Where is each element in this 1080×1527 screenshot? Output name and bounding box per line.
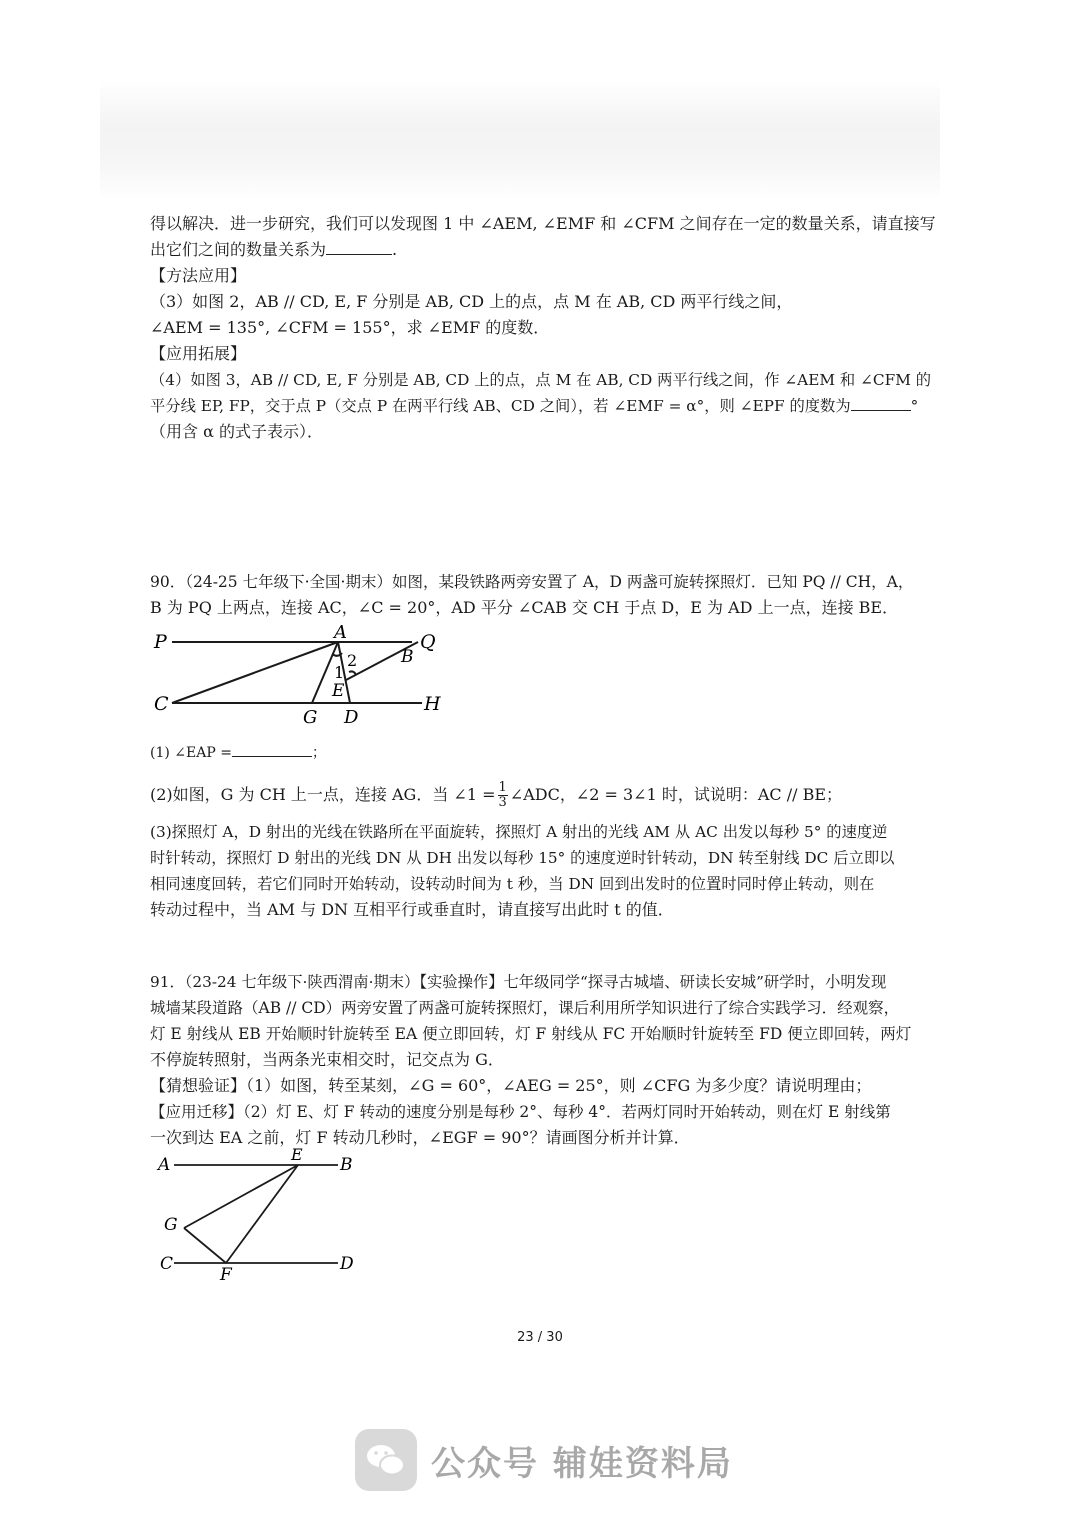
p90-q2	[150, 780, 842, 810]
segment-GF	[184, 1228, 226, 1263]
p91-line2: 城墙某段道路（AB // CD）两旁安置了两盏可旋转探照灯，课后利用所学知识进行了综合实践学习．经观察，	[150, 999, 900, 1017]
fraction-one-third	[498, 781, 508, 810]
watermark-text: 公众号 辅娃资料局	[431, 1443, 733, 1484]
scan-shadow	[100, 80, 940, 200]
fraction-numerator: 1	[498, 780, 507, 795]
page-number: 23 / 30	[517, 1330, 563, 1345]
answer-blank	[851, 396, 911, 411]
p90-line1: 90．（24-25 七年级下·全国·期末）如图，某段铁路两旁安置了 A，D 两盏可旋转探照灯．已知 PQ // CH，A，	[150, 573, 914, 591]
wechat-icon	[355, 1429, 417, 1491]
p90-q3-line4: 转动过程中，当 AM 与 DN 互相平行或垂直时，请直接写出此时 t 的值．	[150, 900, 674, 919]
label-H: H	[424, 693, 441, 715]
angle-2-arc	[349, 671, 356, 675]
label-angle-1: 1	[334, 663, 345, 682]
p91-line4: 不停旋转照射，当两条光束相交时，记交点为 G．	[150, 1050, 504, 1069]
label-G: G	[303, 707, 318, 728]
p90-q1	[150, 742, 326, 763]
watermark	[355, 1430, 733, 1490]
label-B: B	[340, 1155, 353, 1175]
heading-extension: 【应用拓展】	[150, 344, 247, 363]
p90-q2-post: ∠ADC，∠2 = 3∠1 时，试说明：AC // BE；	[509, 785, 843, 804]
p90-q3-line3: 相同速度回转，若它们同时开始转动，设转动时间为 t 秒，当 DN 回到出发时的位置时同时停止转动，则在	[150, 875, 875, 893]
label-A: A	[334, 622, 347, 643]
p89-q4-line3: （用含 α 的式子表示）．	[150, 422, 323, 441]
heading-method: 【方法应用】	[150, 266, 247, 285]
p90-q3-line1: (3)探照灯 A，D 射出的光线在铁路所在平面旋转，探照灯 A 射出的光线 AM 从 AC 出发以每秒 5° 的速度逆	[150, 823, 888, 841]
label-D: D	[344, 707, 359, 728]
label-D: D	[340, 1254, 354, 1274]
label-Q: Q	[420, 631, 436, 653]
p90-line2: B 为 PQ 上两点，连接 AC，∠C = 20°，AD 平分 ∠CAB 交 CH 于点 D，E 为 AD 上一点，连接 BE．	[150, 598, 899, 617]
p91-figure	[150, 1148, 370, 1288]
p89-line2-end: .	[392, 240, 398, 259]
label-E: E	[332, 681, 345, 701]
label-C: C	[154, 693, 169, 715]
segment-AC	[172, 642, 338, 703]
label-E: E	[291, 1148, 303, 1164]
segment-EG	[184, 1165, 298, 1228]
p89-line2-text: 出它们之间的数量关系为	[150, 240, 327, 259]
answer-blank	[326, 240, 392, 255]
p90-q3-line2: 时针转动，探照灯 D 射出的光线 DN 从 DH 出发以每秒 15° 的速度逆时针转动，DN 转至射线 DC 后立即以	[150, 849, 895, 867]
p89-line2	[150, 240, 397, 260]
p90-q1-end: ；	[311, 745, 326, 761]
p89-q4-line2	[150, 396, 918, 416]
p89-line1: 得以解决．进一步研究，我们可以发现图 1 中 ∠AEM, ∠EMF 和 ∠CFM 之间存在一定的数量关系，请直接写	[150, 214, 936, 233]
label-B: B	[401, 647, 414, 667]
p91-line3: 灯 E 射线从 EB 开始顺时针旋转至 EA 便立即回转，灯 F 射线从 FC 开始顺时针旋转至 FD 便立即回转，两灯	[150, 1025, 912, 1043]
p90-q1-text: (1) ∠EAP =	[150, 745, 232, 761]
label-G: G	[164, 1215, 178, 1235]
p89-q4-line1: （4）如图 3，AB // CD, E, F 分别是 AB, CD 上的点，点 M 在 AB, CD 两平行线之间，作 ∠AEM 和 ∠CFM 的	[150, 371, 932, 389]
p89-q4-line2-text: 平分线 EP, FP，交于点 P（交点 P 在两平行线 AB、CD 之间），若 ∠EMF = α°，则 ∠EPF 的度数为	[150, 397, 851, 415]
label-F: F	[220, 1265, 232, 1285]
p90-q2-pre: (2)如图，G 为 CH 上一点，连接 AG．当 ∠1 =	[150, 785, 496, 804]
p89-q3-line2: ∠AEM = 135°, ∠CFM = 155°，求 ∠EMF 的度数．	[150, 318, 550, 337]
fraction-denominator: 3	[498, 795, 507, 810]
answer-blank	[232, 742, 312, 757]
p91-line6: 【应用迁移】（2）灯 E、灯 F 转动的速度分别是每秒 2°、每秒 4°．若两灯同时开始转动，则在灯 E 射线第	[150, 1103, 891, 1121]
p89-q4-line2-end: °	[910, 397, 919, 415]
p90-figure	[150, 620, 450, 730]
label-C: C	[160, 1254, 174, 1274]
p91-line7: 一次到达 EA 之前，灯 F 转动几秒时，∠EGF = 90°？请画图分析并计算．	[150, 1128, 690, 1147]
label-angle-2: 2	[347, 651, 358, 670]
segment-EF	[226, 1165, 298, 1263]
p91-line1: 91．（23-24 七年级下·陕西渭南·期末）【实验操作】七年级同学“探寻古城墙、研读长安城”研学时，小明发现	[150, 973, 887, 991]
p89-q3-line1: （3）如图 2，AB // CD, E, F 分别是 AB, CD 上的点，点 M 在 AB, CD 两平行线之间，	[150, 292, 793, 311]
p91-line5: 【猜想验证】（1）如图，转至某刻，∠G = 60°，∠AEG = 25°，则 ∠CFG 为多少度？请说明理由；	[150, 1076, 872, 1095]
label-A: A	[158, 1155, 171, 1175]
label-P: P	[154, 631, 167, 653]
